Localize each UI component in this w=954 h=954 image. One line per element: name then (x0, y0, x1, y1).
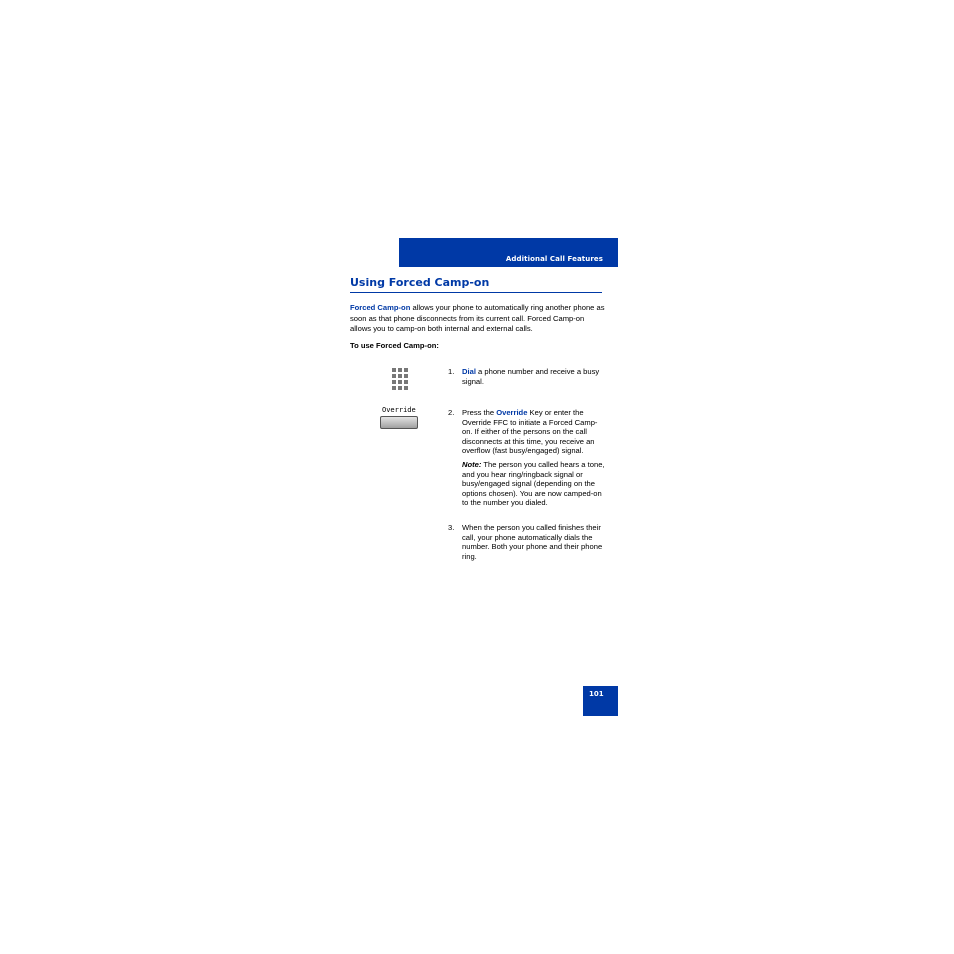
override-softkey[interactable] (380, 416, 418, 429)
page-number-box (583, 686, 618, 716)
step-number: 2. (448, 408, 455, 417)
step-text: Dial a phone number and receive a busy signal. (462, 367, 600, 386)
override-key-label: Override (382, 406, 416, 414)
override-keyword: Override (496, 408, 528, 417)
step-text: Press the Override Key or enter the Override FFC to initiate a Forced Camp-on. If either of the persons on the call disconnects at this time, you receive an overflow (fast busy/engaged) signal. Note: The person you called hears a tone, and you hear ring/ringback signal or busy/engaged signal (depending on the options chosen). You are now camped-on to the number you dialed. (462, 408, 605, 508)
dial-keyword: Dial (462, 367, 476, 376)
step-number: 1. (448, 367, 455, 376)
intro-paragraph (350, 303, 606, 335)
note-label: Note: (462, 459, 482, 469)
section-header-bar (399, 238, 618, 267)
intro-text: allows your phone to automatically ring another phone as soon as that phone disconnects from its current call. Forced Camp-on allows you to camp-on both internal and external calls. (350, 303, 605, 333)
page-title: Using Forced Camp-on (350, 276, 602, 293)
keypad-icon (392, 368, 408, 391)
step-text: When the person you called finishes their call, your phone automatically dials the number. Both your phone and their phone ring. (462, 523, 603, 561)
note: Note: The person you called hears a tone, and you hear ring/ringback signal or busy/engaged signal (depending on the options chosen). You are now camped-on to the number you dialed. (462, 459, 605, 508)
section-title: Additional Call Features (505, 255, 603, 263)
page-number: 101 (589, 690, 604, 698)
step-number: 3. (448, 523, 455, 532)
feature-name: Forced Camp-on (350, 303, 411, 312)
procedure-heading: To use Forced Camp-on: (350, 341, 439, 350)
